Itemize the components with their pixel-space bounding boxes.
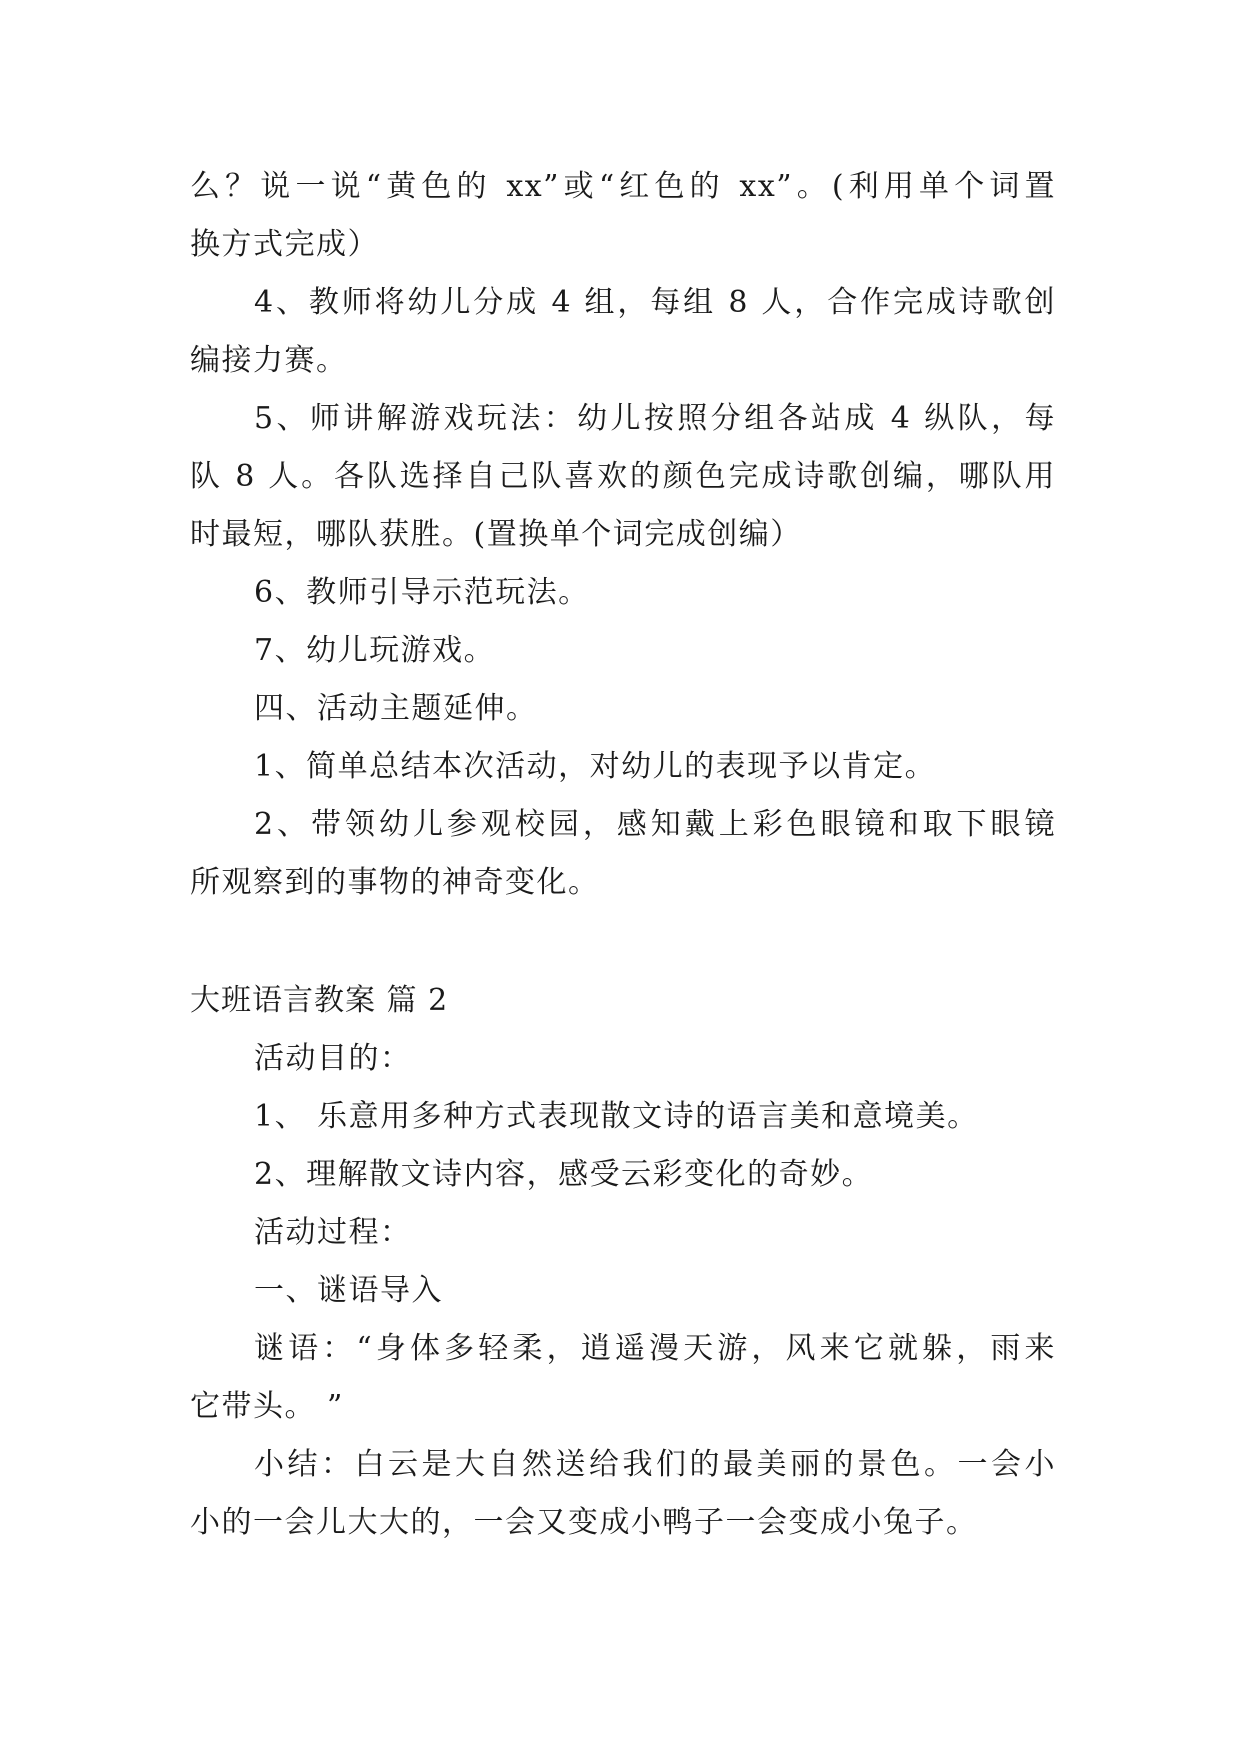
paragraph-line: 小的一会儿大大的，一会又变成小鸭子一会变成小兔子。 (190, 1505, 978, 1540)
paragraph-line: 编接力赛。 (190, 343, 348, 378)
paragraph-line: 1、 乐意用多种方式表现散文诗的语言美和意境美。 (254, 1099, 979, 1134)
paragraph-line: 2、理解散文诗内容，感受云彩变化的奇妙。 (254, 1157, 874, 1192)
paragraph-line: 5、师讲解游戏玩法：幼儿按照分组各站成 4 纵队，每 (254, 401, 1056, 436)
paragraph-line: 活动过程： (254, 1215, 412, 1250)
section-heading: 大班语言教案 篇 2 (190, 983, 449, 1018)
paragraph-line: 队 8 人。各队选择自己队喜欢的颜色完成诗歌创编，哪队用 (190, 459, 1056, 494)
paragraph-line: 4、教师将幼儿分成 4 组，每组 8 人，合作完成诗歌创 (254, 285, 1056, 320)
paragraph-line: 谜语：“身体多轻柔，逍遥漫天游，风来它就躲，雨来 (254, 1331, 1056, 1366)
paragraph-line: 所观察到的事物的神奇变化。 (190, 865, 600, 900)
paragraph-line: 活动目的： (254, 1041, 412, 1076)
paragraph-line: 6、教师引导示范玩法。 (254, 575, 590, 610)
paragraph-line: 么？说一说“黄色的 xx”或“红色的 xx”。(利用单个词置 (190, 169, 1056, 204)
document-page (190, 158, 1056, 1552)
paragraph-line: 7、幼儿玩游戏。 (254, 633, 496, 668)
paragraph-line: 2、带领幼儿参观校园，感知戴上彩色眼镜和取下眼镜 (254, 807, 1056, 842)
paragraph-line: 时最短，哪队获胜。(置换单个词完成创编） (190, 517, 802, 552)
section-gap (190, 912, 1056, 972)
paragraph-line: 1、简单总结本次活动，对幼儿的表现予以肯定。 (254, 749, 937, 784)
paragraph-line: 一、谜语导入 (254, 1273, 443, 1308)
paragraph-line: 四、活动主题延伸。 (254, 691, 538, 726)
paragraph-line: 换方式完成） (190, 227, 379, 262)
paragraph-line: 小结：白云是大自然送给我们的最美丽的景色。一会小 (254, 1447, 1056, 1482)
paragraph-line: 它带头。 ” (190, 1389, 344, 1424)
